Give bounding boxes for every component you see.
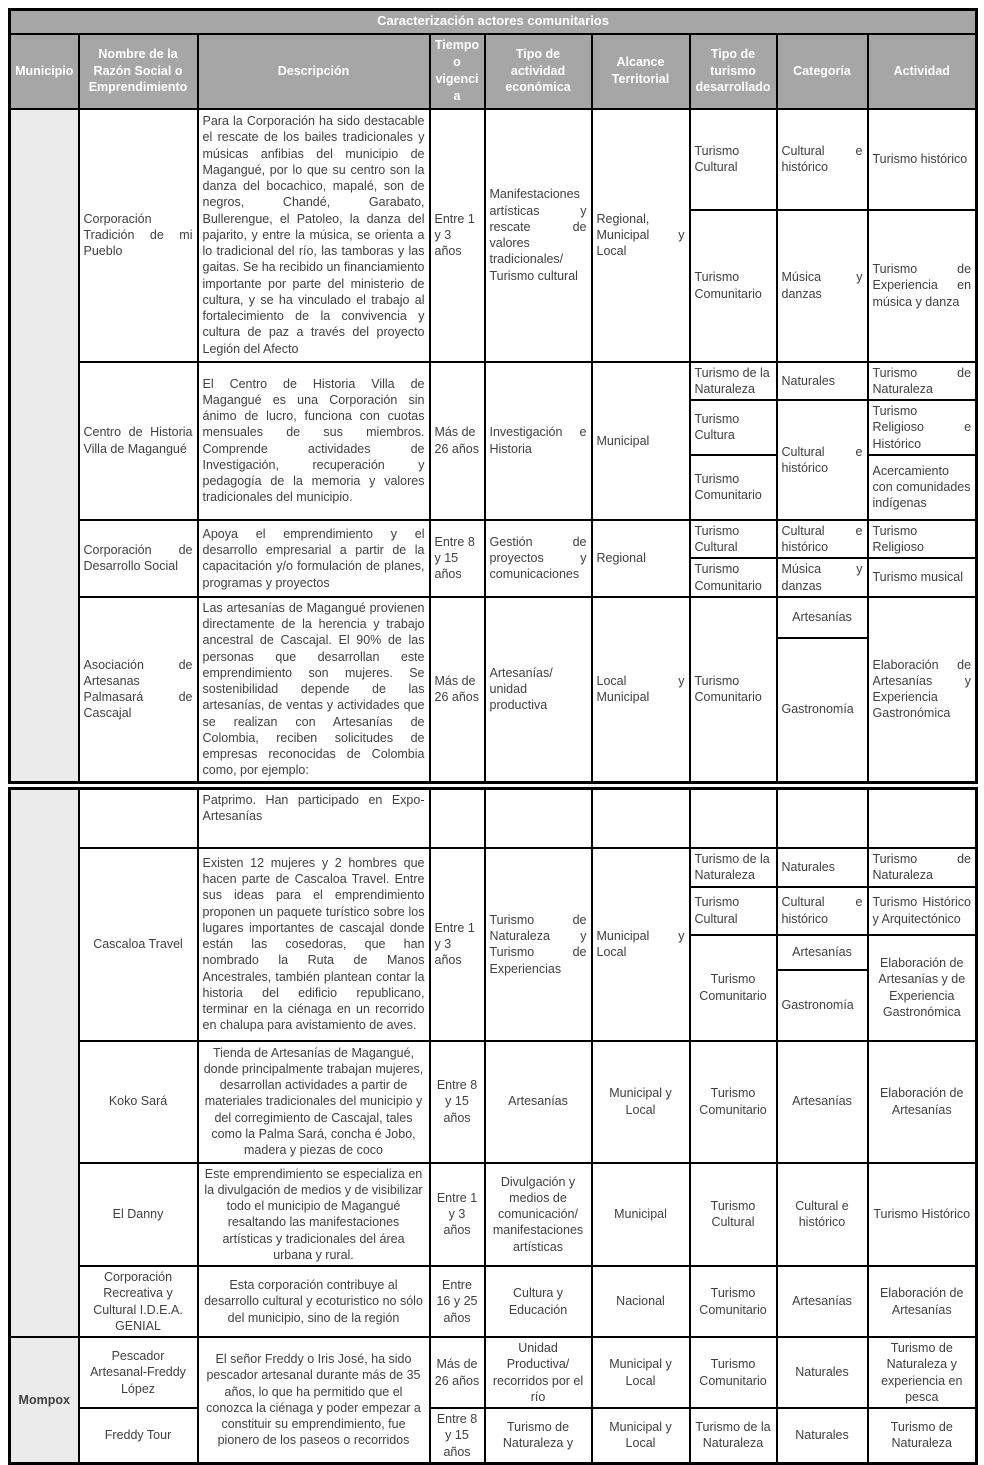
cell-r1-desc: Para la Corporación ha sido destacable el rescate de los bailes tradicionales y músicas anfibias del municipio de Magangué, por lo que su centro son la danza del bocachico, mapalé, son de negros, Chandé, Garabato, Bullerengue, el Patoleo, la danza del pajarito, y entre la música, se orienta a lo tradicional del río, las tamboras y las gaitas. Se ha recibido un financiamiento importante por parte del ministerio de cultura, y se ha vinculado el trabajo al fortalecimiento de la convivencia y cultura de paz a través del proyecto Legión del Afecto bbox=[198, 109, 430, 362]
cell-r5-actividad-1: Turismo de Naturaleza bbox=[868, 848, 977, 887]
cell-cont-categoria-empty bbox=[777, 788, 868, 848]
header-categoria: Categoría bbox=[777, 34, 868, 109]
cell-r2-turismo-1: Turismo de la Naturaleza bbox=[690, 362, 777, 401]
cell-r10-turismo: Turismo de la Naturaleza bbox=[690, 1408, 777, 1463]
cell-r3-turismo-2: Turismo Comunitario bbox=[690, 558, 777, 597]
cell-r10-tiempo: Entre 8 y 15 años bbox=[430, 1408, 485, 1463]
cell-r3-desc: Apoya el emprendimiento y el desarrollo empresarial a partir de la capacitación y/o formulación de planes, programas y proyectos bbox=[198, 520, 430, 597]
header-actividad: Actividad bbox=[868, 34, 977, 109]
cell-r2-categoria-1: Naturales bbox=[777, 362, 868, 401]
cell-r1-alcance: Regional, Municipal y Local bbox=[592, 109, 690, 362]
cell-r10-alcance: Municipal y Local bbox=[592, 1408, 690, 1463]
cell-r1-tipo-actividad: Manifestaciones artísticas y rescate de valores tradicionales/ Turismo cultural bbox=[485, 109, 592, 362]
cell-r6-tipo-actividad: Artesanías bbox=[485, 1041, 592, 1163]
cell-r7-tiempo: Entre 1 y 3 años bbox=[430, 1163, 485, 1267]
cell-municipio-blank-1 bbox=[10, 109, 79, 783]
cell-r7-name: El Danny bbox=[79, 1163, 198, 1267]
cell-r2-tiempo: Más de 26 años bbox=[430, 362, 485, 520]
cell-r6-alcance: Municipal y Local bbox=[592, 1041, 690, 1163]
cell-r1-categoria-2: Música y danzas bbox=[777, 210, 868, 362]
cell-r5-categoria-1: Naturales bbox=[777, 848, 868, 887]
cell-r2-turismo-3: Turismo Comunitario bbox=[690, 455, 777, 520]
header-descripcion: Descripción bbox=[198, 34, 430, 109]
cell-r8-tipo-actividad: Cultura y Educación bbox=[485, 1266, 592, 1337]
cell-r2-turismo-2: Turismo Cultura bbox=[690, 400, 777, 455]
cell-r3-tiempo: Entre 8 y 15 años bbox=[430, 520, 485, 597]
cell-r8-categoria: Artesanías bbox=[777, 1266, 868, 1337]
cell-r4-desc: Las artesanías de Magangué provienen directamente de la herencia y trabajo ancestral de Cascajal. El 90% de las personas que desarrollan este emprendimiento son mujeres. Se sostenibilidad depende de las artesanías, de ventas y actividades que se realizan con Artesanías de Colombia, reciben solicitudes de empresas reconocidas de Colombia como, por ejemplo: bbox=[198, 597, 430, 782]
cell-r2-desc: El Centro de Historia Villa de Magangué es una Corporación sin ánimo de lucro, funciona con cuotas mensuales de sus miembros. Comprende actividades de Investigación, recuperación y pedagogía de la memoria y valores tradicionales del municipio. bbox=[198, 362, 430, 520]
cell-cont-alcance-empty bbox=[592, 788, 690, 848]
cell-cont-actividad-empty bbox=[868, 788, 977, 848]
cell-r2-actividad-3: Acercamiento con comunidades indígenas bbox=[868, 455, 977, 520]
actors-table-section-1 bbox=[8, 8, 978, 784]
cell-r8-tiempo: Entre 16 y 25 años bbox=[430, 1266, 485, 1337]
cell-r7-categoria: Cultural e histórico bbox=[777, 1163, 868, 1267]
header-nombre: Nombre de la Razón Social o Emprendimiento bbox=[79, 34, 198, 109]
cell-r1-turismo-2: Turismo Comunitario bbox=[690, 210, 777, 362]
cell-r5-name: Cascaloa Travel bbox=[79, 848, 198, 1041]
cell-cont-desc: Patprimo. Han participado en Expo-Artesanías bbox=[198, 788, 430, 848]
cell-r10-categoria: Naturales bbox=[777, 1408, 868, 1463]
cell-r10-name: Freddy Tour bbox=[79, 1408, 198, 1463]
cell-cont-turismo-empty bbox=[690, 788, 777, 848]
cell-r5-categoria-2: Cultural e histórico bbox=[777, 887, 868, 935]
cell-r9-alcance: Municipal y Local bbox=[592, 1337, 690, 1408]
cell-r9-tipo-actividad: Unidad Productiva/ recorridos por el río bbox=[485, 1337, 592, 1408]
cell-r8-turismo: Turismo Comunitario bbox=[690, 1266, 777, 1337]
cell-r4-categoria-2: Gastronomía bbox=[777, 638, 868, 782]
cell-r2-alcance: Municipal bbox=[592, 362, 690, 520]
cell-r7-tipo-actividad: Divulgación y medios de comunicación/ manifestaciones artísticas bbox=[485, 1163, 592, 1267]
cell-r9-actividad: Turismo de Naturaleza y experiencia en pesca bbox=[868, 1337, 977, 1408]
cell-r5-turismo-1: Turismo de la Naturaleza bbox=[690, 848, 777, 887]
cell-r5-categoria-3: Artesanías bbox=[777, 935, 868, 970]
cell-r3-name: Corporación de Desarrollo Social bbox=[79, 520, 198, 597]
cell-r2-name: Centro de Historia Villa de Magangué bbox=[79, 362, 198, 520]
cell-r10-actividad: Turismo de Naturaleza bbox=[868, 1408, 977, 1463]
cell-r1-turismo-1: Turismo Cultural bbox=[690, 109, 777, 210]
cell-r2-categoria-2: Cultural e histórico bbox=[777, 400, 868, 520]
actors-table-section-2 bbox=[8, 787, 978, 1465]
cell-r7-actividad: Turismo Histórico bbox=[868, 1163, 977, 1267]
cell-r8-actividad: Elaboración de Artesanías bbox=[868, 1266, 977, 1337]
cell-r6-desc: Tienda de Artesanías de Magangué, donde principalmente trabajan mujeres, desarrollan actividades a partir de materiales tradicionales del municipio y del corregimiento de Cascajal, tales como la Palma Sará, concha é Jobo, madera y piezas de coco bbox=[198, 1041, 430, 1163]
cell-r9-tiempo: Más de 26 años bbox=[430, 1337, 485, 1408]
header-tipo-actividad: Tipo de actividad económica bbox=[485, 34, 592, 109]
cell-r2-tipo-actividad: Investigación e Historia bbox=[485, 362, 592, 520]
header-tipo-turismo: Tipo de turismo desarrollado bbox=[690, 34, 777, 109]
header-alcance: Alcance Territorial bbox=[592, 34, 690, 109]
cell-r1-categoria-1: Cultural e histórico bbox=[777, 109, 868, 210]
cell-r3-turismo-1: Turismo Cultural bbox=[690, 520, 777, 559]
cell-r2-actividad-1: Turismo de Naturaleza bbox=[868, 362, 977, 401]
cell-cont-name-empty bbox=[79, 788, 198, 848]
cell-r5-categoria-4: Gastronomía bbox=[777, 970, 868, 1041]
cell-r4-tipo-actividad: Artesanías/ unidad productiva bbox=[485, 597, 592, 782]
cell-r4-alcance: Local y Municipal bbox=[592, 597, 690, 782]
header-tiempo: Tiempo o vigencia bbox=[430, 34, 485, 109]
cell-r9-turismo: Turismo Comunitario bbox=[690, 1337, 777, 1408]
cell-municipio-blank-2 bbox=[10, 788, 79, 1337]
cell-r1-name: Corporación Tradición de mi Pueblo bbox=[79, 109, 198, 362]
cell-r5-turismo-2: Turismo Cultural bbox=[690, 887, 777, 935]
cell-r3-actividad-2: Turismo musical bbox=[868, 558, 977, 597]
cell-r8-name: Corporación Recreativa y Cultural I.D.E.A. GENIAL bbox=[79, 1266, 198, 1337]
cell-r1-actividad-2: Turismo de Experiencia en música y danza bbox=[868, 210, 977, 362]
cell-r5-turismo-3: Turismo Comunitario bbox=[690, 935, 777, 1041]
cell-r2-actividad-2: Turismo Religioso e Histórico bbox=[868, 400, 977, 455]
cell-r5-tiempo: Entre 1 y 3 años bbox=[430, 848, 485, 1041]
cell-r5-alcance: Municipal y Local bbox=[592, 848, 690, 1041]
table-title: Caracterización actores comunitarios bbox=[10, 10, 977, 34]
cell-r5-desc: Existen 12 mujeres y 2 hombres que hacen parte de Cascaloa Travel. Entre sus ideas para el emprendimiento proponen un paquete turístico sobre los lugares importantes de cascajal donde están las cosedoras, que han nombrado la Ruta de Manos Ancestrales, también plantean contar la historia del edificio republicano, terminar en la ciénaga en un recorrido en chalupa para avistamiento de aves. bbox=[198, 848, 430, 1041]
cell-r4-tiempo: Más de 26 años bbox=[430, 597, 485, 782]
cell-r8-alcance: Nacional bbox=[592, 1266, 690, 1337]
cell-r6-actividad: Elaboración de Artesanías bbox=[868, 1041, 977, 1163]
cell-r4-name: Asociación de Artesanas Palmasará de Cascajal bbox=[79, 597, 198, 782]
cell-r10-tipo-actividad: Turismo de Naturaleza y bbox=[485, 1408, 592, 1463]
cell-r4-turismo: Turismo Comunitario bbox=[690, 597, 777, 782]
cell-r9-name: Pescador Artesanal-Freddy López bbox=[79, 1337, 198, 1408]
cell-r5-actividad-3: Elaboración de Artesanías y de Experiencia Gastronómica bbox=[868, 935, 977, 1041]
cell-r5-tipo-actividad: Turismo de Naturaleza y Turismo de Experiencias bbox=[485, 848, 592, 1041]
cell-r6-turismo: Turismo Comunitario bbox=[690, 1041, 777, 1163]
cell-r3-tipo-actividad: Gestión de proyectos y comunicaciones bbox=[485, 520, 592, 597]
cell-cont-tiempo-empty bbox=[430, 788, 485, 848]
cell-r3-alcance: Regional bbox=[592, 520, 690, 597]
cell-r6-tiempo: Entre 8 y 15 años bbox=[430, 1041, 485, 1163]
cell-r5-actividad-2: Turismo Histórico y Arquitectónico bbox=[868, 887, 977, 935]
cell-r1-tiempo: Entre 1 y 3 años bbox=[430, 109, 485, 362]
cell-r8-desc: Esta corporación contribuye al desarrollo cultural y ecoturistico no sólo del municipio, sino de la región bbox=[198, 1266, 430, 1337]
cell-r4-categoria-1: Artesanías bbox=[777, 597, 868, 638]
cell-r3-categoria-2: Música y danzas bbox=[777, 558, 868, 597]
cell-r3-actividad-1: Turismo Religioso bbox=[868, 520, 977, 559]
cell-r4-actividad: Elaboración de Artesanías y Experiencia Gastronómica bbox=[868, 597, 977, 782]
cell-r9-desc: El señor Freddy o Iris José, ha sido pescador artesanal durante más de 35 años, lo que ha permitido que el conozca la ciénaga y poder empezar a constituir su emprendimiento, fue pionero de los paseos o recorridos bbox=[198, 1337, 430, 1463]
cell-r7-alcance: Municipal bbox=[592, 1163, 690, 1267]
cell-r9-categoria: Naturales bbox=[777, 1337, 868, 1408]
cell-r3-categoria-1: Cultural e histórico bbox=[777, 520, 868, 559]
cell-municipio-mompox: Mompox bbox=[10, 1337, 79, 1463]
cell-r6-categoria: Artesanías bbox=[777, 1041, 868, 1163]
cell-cont-tipo-empty bbox=[485, 788, 592, 848]
cell-r1-actividad-1: Turismo histórico bbox=[868, 109, 977, 210]
cell-r7-turismo: Turismo Cultural bbox=[690, 1163, 777, 1267]
header-municipio: Municipio bbox=[10, 34, 79, 109]
cell-r6-name: Koko Sará bbox=[79, 1041, 198, 1163]
cell-r7-desc: Este emprendimiento se especializa en la divulgación de medios y de visibilizar todo el municipio de Magangué resaltando las manifestaciones artísticas y tradicionales del área urbana y rural. bbox=[198, 1163, 430, 1267]
